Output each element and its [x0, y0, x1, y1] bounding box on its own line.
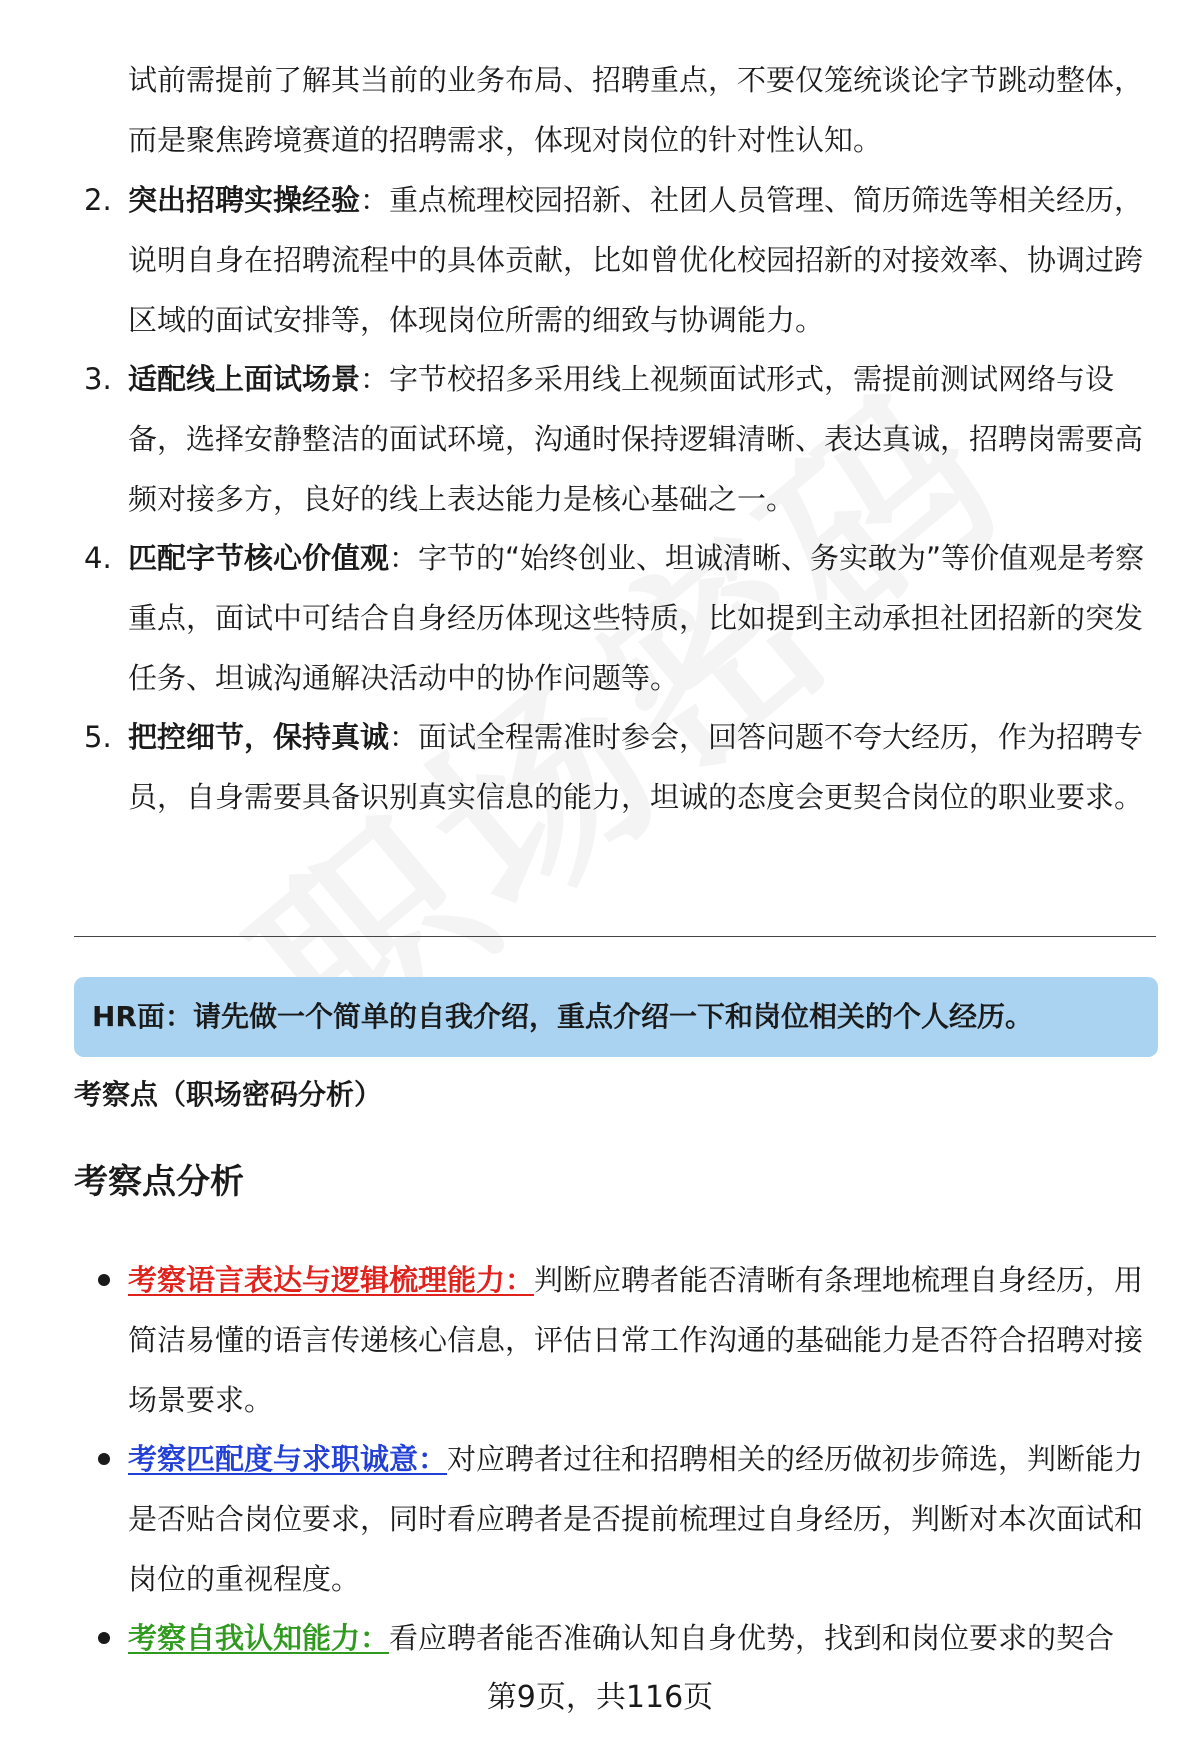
- section-title: 考察点分析: [74, 1162, 244, 1202]
- tip-title: 把控细节，保持真诚: [128, 720, 390, 754]
- tip-item: [84, 707, 1146, 827]
- analysis-point-text: 判断应聘者能否清晰有条理地梳理自身经历，用简洁易懂的语言传递核心信息，评估日常工作沟通的基础能力是否符合招聘对接场景要求。: [128, 1263, 1144, 1417]
- analysis-point-title: 考察匹配度与求职诚意：: [128, 1442, 448, 1476]
- tip-text: 字节的“始终创业、坦诚清晰、务实敢为”等价值观是考察重点，面试中可结合自身经历体现这些特质，比如提到主动承担社团招新的突发任务、坦诚沟通解决活动中的协作问题等。: [128, 541, 1145, 695]
- tip-separator: ：: [389, 541, 419, 575]
- tip-text: 面试全程需准时参会，回答问题不夸大经历，作为招聘专员，自身需要具备识别真实信息的能力，坦诚的态度会更契合岗位的职业要求。: [128, 720, 1144, 814]
- tip-separator: ：: [360, 362, 390, 396]
- tip-title: 突出招聘实操经验: [128, 183, 361, 217]
- analysis-point: [84, 1429, 1146, 1609]
- tip-item: [84, 170, 1146, 350]
- bullet-dot-icon: [98, 1632, 110, 1644]
- tip-item: [84, 349, 1146, 529]
- tip-item: [84, 528, 1146, 708]
- interview-question-box: [74, 977, 1158, 1057]
- analysis-point-title: 考察语言表达与逻辑梳理能力：: [128, 1263, 535, 1297]
- tip-number: 4.: [84, 541, 112, 575]
- analysis-point-text: 对应聘者过往和招聘相关的经历做初步筛选，判断能力是否贴合岗位要求，同时看应聘者是否提前梳理过自身经历，判断对本次面试和岗位的重视程度。: [128, 1442, 1144, 1596]
- tip-title: 适配线上面试场景: [128, 362, 361, 396]
- analysis-point-title: 考察自我认知能力：: [128, 1621, 390, 1655]
- tip-separator: ：: [389, 720, 419, 754]
- tip-number: 2.: [84, 183, 112, 217]
- interview-question: HR面：请先做一个简单的自我介绍，重点介绍一下和岗位相关的个人经历。: [92, 1000, 1033, 1033]
- tip-text: 字节校招多采用线上视频面试形式，需提前测试网络与设备，选择安静整洁的面试环境，沟通时保持逻辑清晰、表达真诚，招聘岗需要高频对接多方，良好的线上表达能力是核心基础之一。: [128, 362, 1144, 516]
- bullet-dot-icon: [98, 1274, 110, 1286]
- section-divider: [74, 936, 1156, 937]
- intro-continuation: 试前需提前了解其当前的业务布局、招聘重点，不要仅笼统谈论字节跳动整体，而是聚焦跨境赛道的招聘需求，体现对岗位的针对性认知。: [128, 63, 1144, 157]
- tip-title: 匹配字节核心价值观: [128, 541, 390, 575]
- bullet-dot-icon: [98, 1453, 110, 1465]
- analysis-point: [84, 1608, 1146, 1668]
- page-number: 第9页，共116页: [486, 1680, 714, 1715]
- analysis-point-text: 看应聘者能否准确认知自身优势，找到和岗位要求的契合: [389, 1621, 1115, 1655]
- analysis-label: 考察点（职场密码分析）: [74, 1078, 383, 1111]
- tip-text: 重点梳理校园招新、社团人员管理、简历筛选等相关经历，说明自身在招聘流程中的具体贡献，比如曾优化校园招新的对接效率、协调过跨区域的面试安排等，体现岗位所需的细致与协调能力。: [128, 183, 1144, 337]
- tip-separator: ：: [360, 183, 390, 217]
- analysis-point: [84, 1250, 1146, 1430]
- tip-number: 5.: [84, 720, 112, 754]
- tip-number: 3.: [84, 362, 112, 396]
